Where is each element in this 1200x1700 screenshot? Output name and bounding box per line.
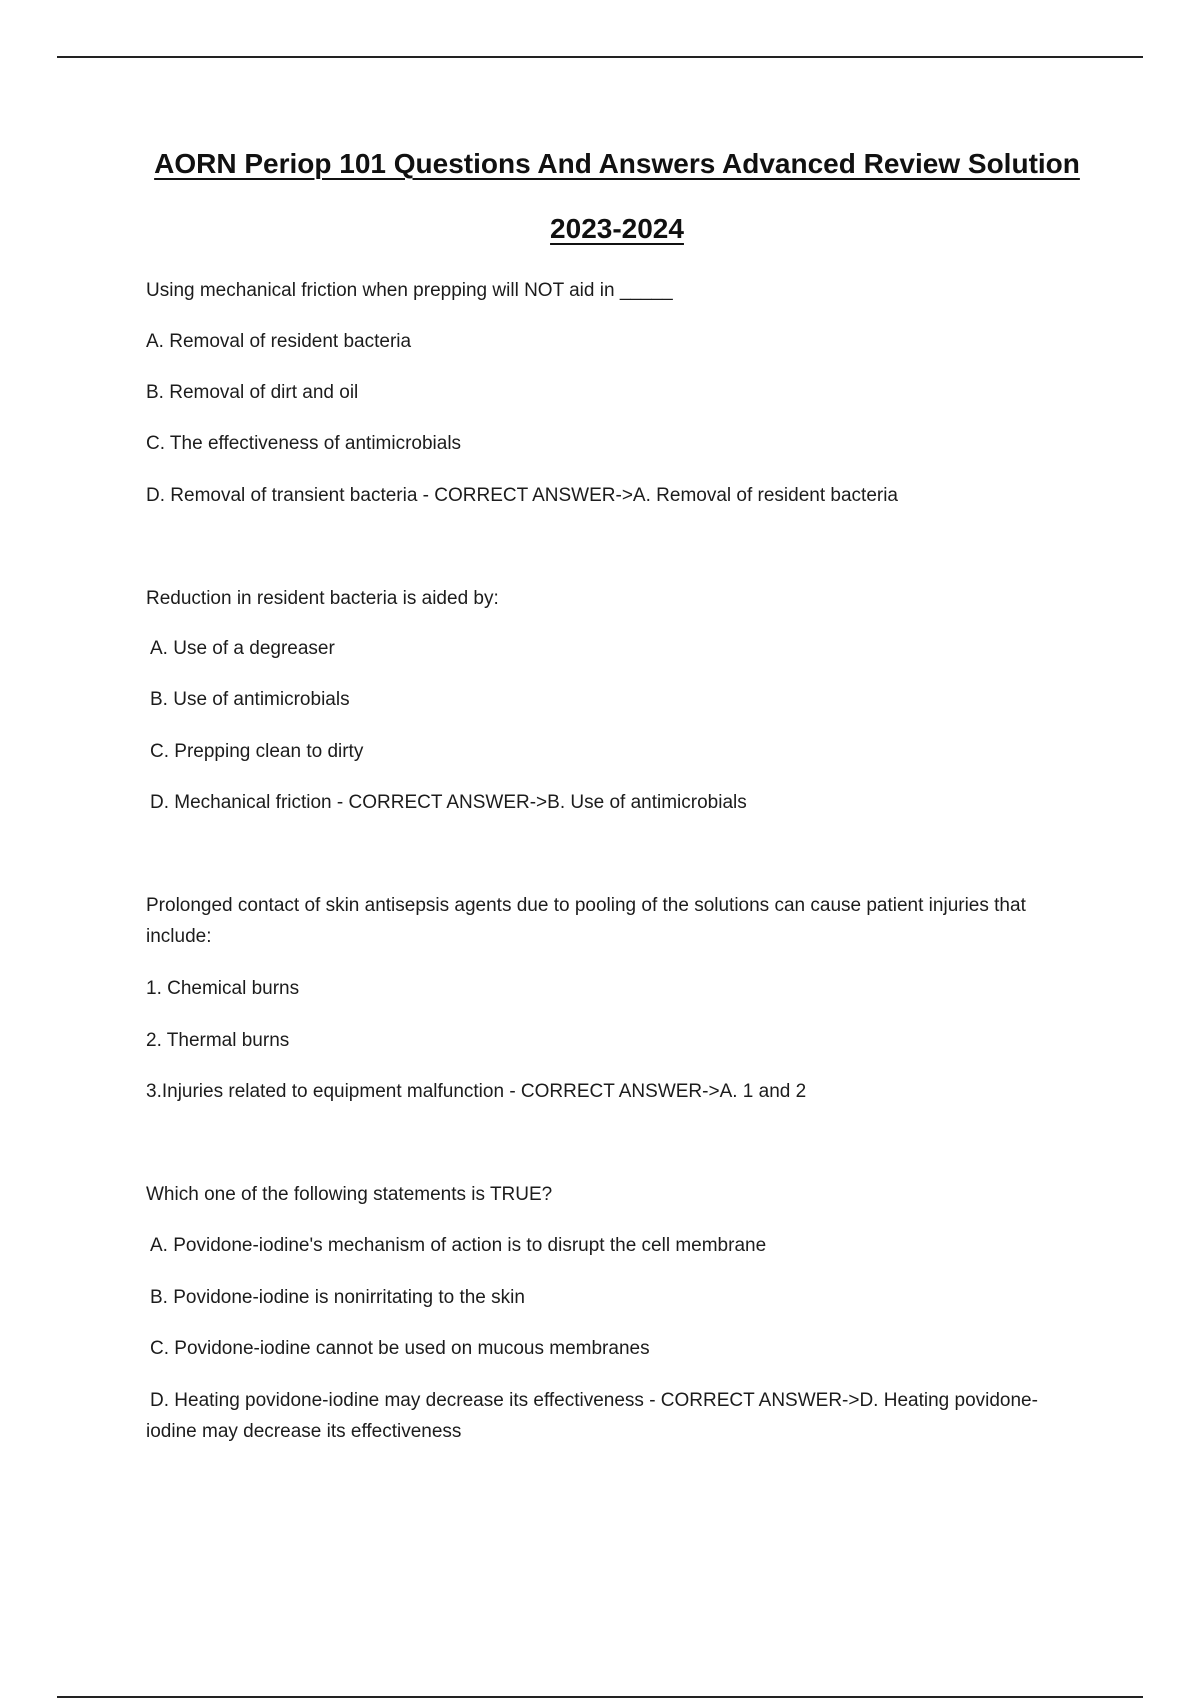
question-4-text: Which one of the following statements is TRUE? — [146, 1184, 553, 1205]
question-1-option-d-answer: D. Removal of transient bacteria - CORRECT ANSWER->A. Removal of resident bacteria — [146, 485, 899, 506]
top-rule — [57, 56, 1143, 58]
question-4-option-a: A. Povidone-iodine's mechanism of action is to disrupt the cell membrane — [150, 1235, 767, 1256]
question-2-option-b: B. Use of antimicrobials — [150, 689, 350, 710]
question-4-option-b: B. Povidone-iodine is nonirritating to the skin — [150, 1287, 525, 1308]
question-3-text: Prolonged contact of skin antisepsis agents due to pooling of the solutions can cause patient injuries that include: — [146, 895, 1026, 947]
question-2-option-a: A. Use of a degreaser — [150, 638, 335, 659]
question-2-text: Reduction in resident bacteria is aided by: — [146, 588, 499, 609]
document-title: AORN Periop 101 Questions And Answers Advanced Review Solution — [154, 148, 1080, 179]
question-1-option-b: B. Removal of dirt and oil — [146, 382, 359, 403]
question-1-text: Using mechanical friction when prepping will NOT aid in _____ — [146, 280, 673, 301]
question-3-option-2: 2. Thermal burns — [146, 1030, 290, 1051]
question-3-option-3-answer: 3.Injuries related to equipment malfunction - CORRECT ANSWER->A. 1 and 2 — [146, 1081, 807, 1102]
bottom-rule — [57, 1696, 1143, 1698]
question-1-option-c: C. The effectiveness of antimicrobials — [146, 433, 462, 454]
question-2-option-c: C. Prepping clean to dirty — [150, 741, 364, 762]
question-4-option-c: C. Povidone-iodine cannot be used on mucous membranes — [150, 1338, 650, 1359]
question-3-option-1: 1. Chemical burns — [146, 978, 300, 999]
question-4-option-d-answer: D. Heating povidone-iodine may decrease its effectiveness - CORRECT ANSWER->D. Heating povidone-iodine may decrease its effectiveness — [146, 1390, 1038, 1442]
question-2-option-d-answer: D. Mechanical friction - CORRECT ANSWER->B. Use of antimicrobials — [150, 792, 747, 813]
question-1-option-a: A. Removal of resident bacteria — [146, 331, 412, 352]
document-title-year: 2023-2024 — [550, 213, 684, 244]
